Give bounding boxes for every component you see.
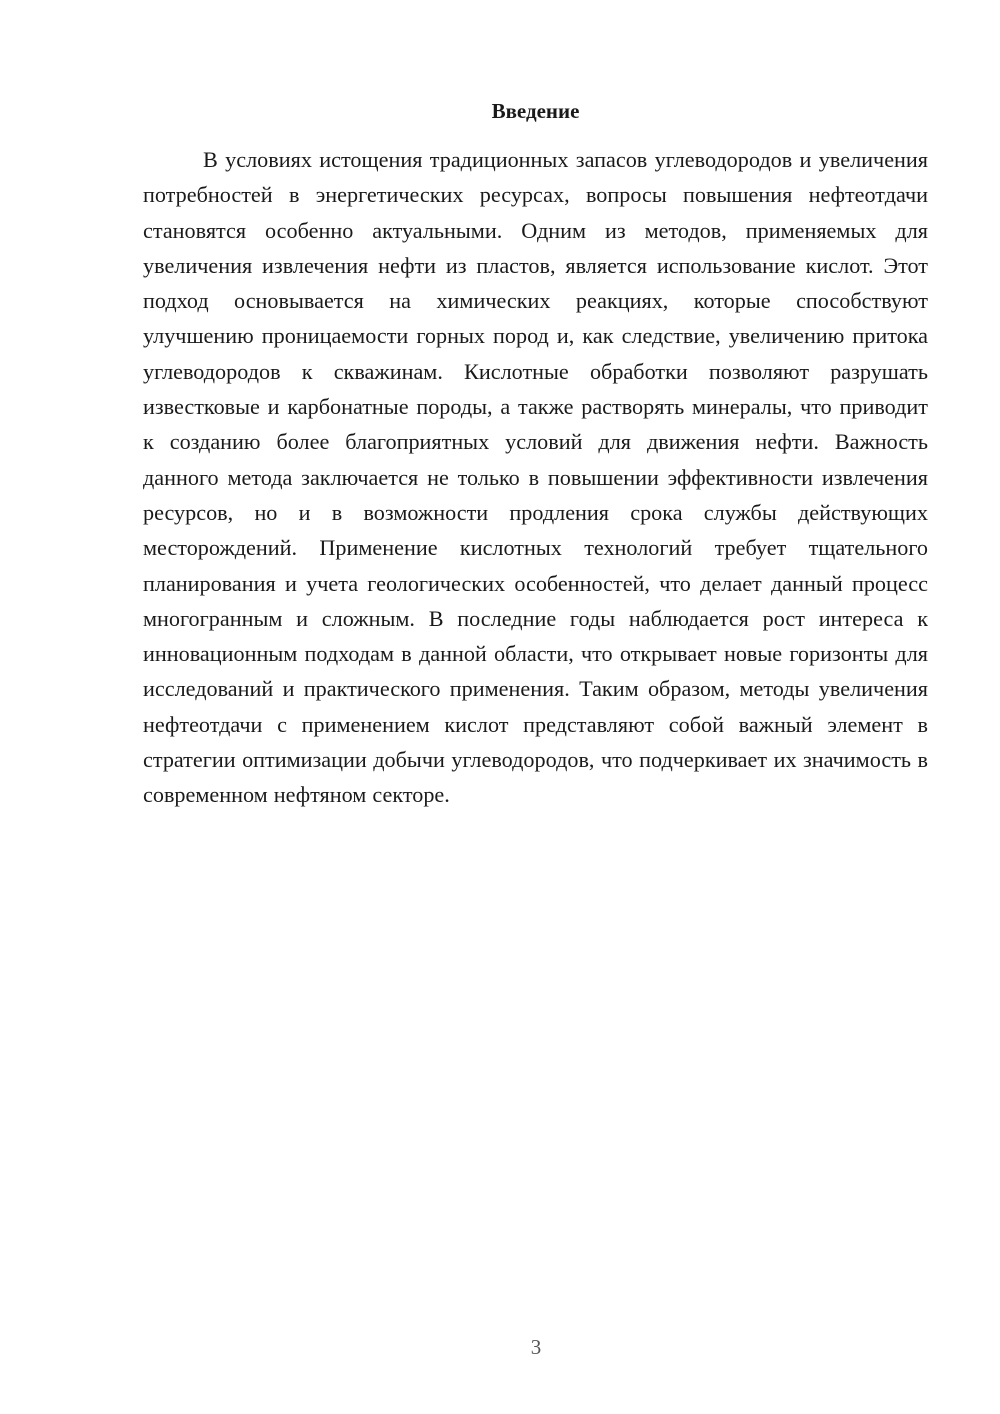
body-paragraph: В условиях истощения традиционных запасов углеводородов и увеличения потребностей в энергетических ресурсах, вопросы повышения нефтеотдачи становятся особенно актуальными. Одним из методов, применяемых для увеличения извлечения нефти из пластов, является использование кислот. Этот подход основывается на химических реакциях, которые способствуют улучшению проницаемости горных пород и, как следствие, увеличению притока углеводородов к скважинам. Кислотные обработки позволяют разрушать известковые и карбонатные породы, а также растворять минералы, что приводит к созданию более благоприятных условий для движения нефти. Важность данного метода заключается не только в повышении эффективности извлечения ресурсов, но и в возможности продления срока службы действующих месторождений. Применение кислотных технологий требует тщательного планирования и учета геологических особенностей, что делает данный процесс многогранным и сложным. В последние годы наблюдается рост интереса к инновационным подходам в данной области, что открывает новые горизонты для исследований и практического применения. Таким образом, методы увеличения нефтеотдачи с применением кислот представляют собой важный элемент в стратегии оптимизации добычи углеводородов, что подчеркивает их значимость в современном нефтяном секторе. <box>143 147 928 808</box>
section-title: Введение <box>491 99 580 123</box>
page-number: 3 <box>530 1335 542 1359</box>
